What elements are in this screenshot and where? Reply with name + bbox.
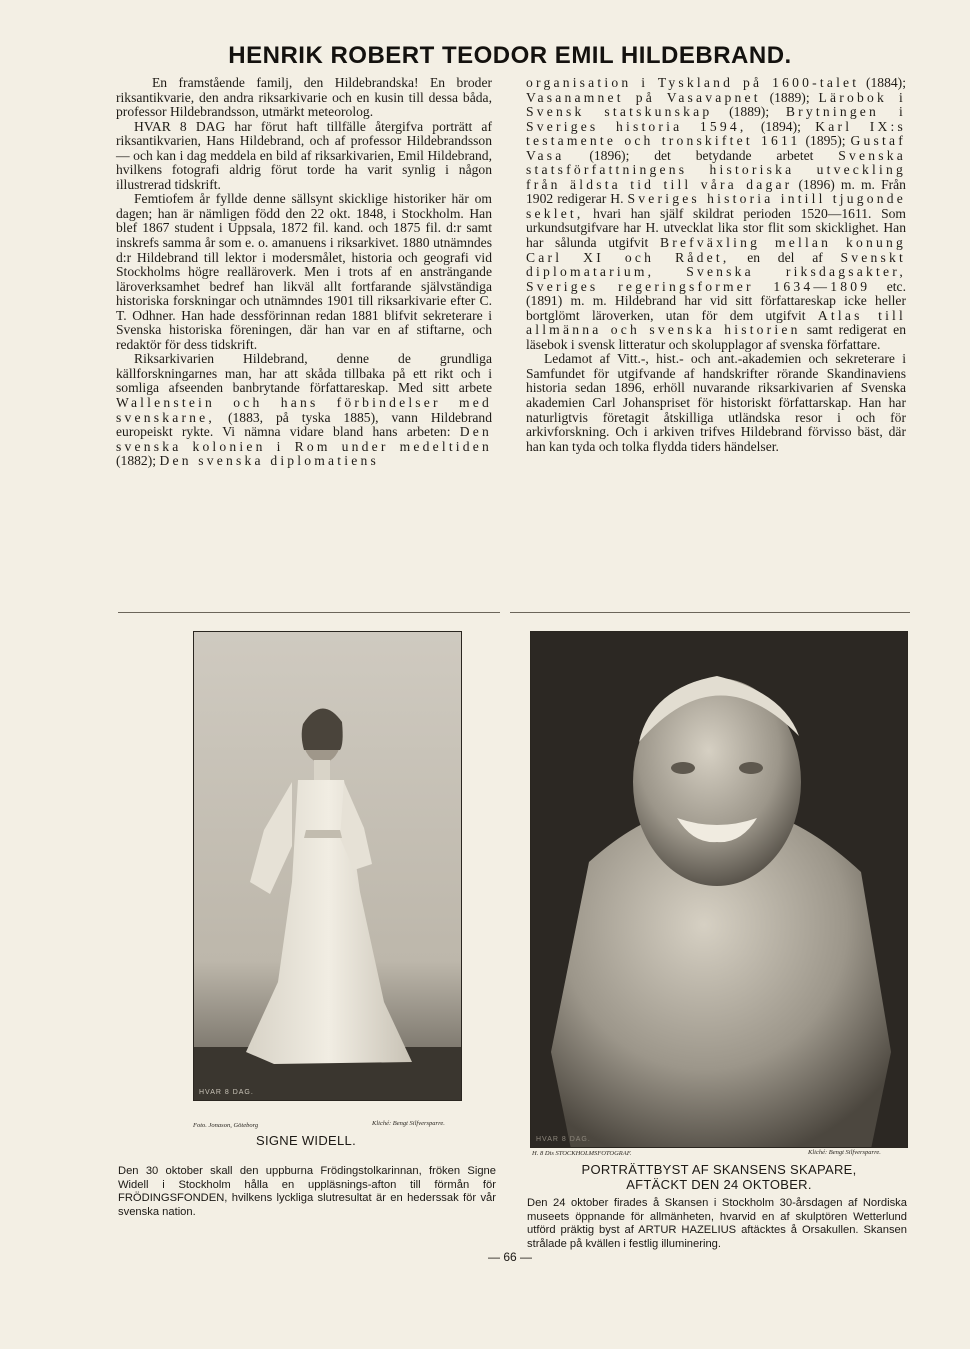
text: hvari han själf skildrat perioden 1520—1611. Som urkundsutgifvare har H. utvecklat lika stor flit som skicklighet. Han har sålunda utgifvit: [526, 205, 907, 251]
figure-caption-body: Den 24 oktober firades å Skansen i Stockholm 30-årsdagen af Nordiska museets öppnande för allmänheten, hvarvid en af skulptören Wetterlund utförd präktig byst af ARTUR HAZELIUS aftäcktes å Orsakullen. Skansen strålade på kvällen i festlig illuminering.: [527, 1197, 907, 1251]
text: (1894);: [760, 118, 801, 134]
text: (1896) m. m. Från 1902 redigerar H.: [526, 176, 906, 207]
work-title: Den svenska diplomatiens: [159, 453, 379, 469]
work-title: Gustaf Vasa: [526, 133, 906, 163]
paragraph: [526, 76, 906, 352]
text: (1882);: [116, 453, 157, 469]
left-text-column: [116, 76, 492, 469]
work-title: organisation i Tyskland på 1600-talet: [526, 75, 860, 90]
text: samt redigerat en läsebok i svensk litteratur och skolupplagor af svenska författare.: [526, 322, 906, 352]
work-title: Vasanamnet på Vasavapnet: [526, 89, 761, 105]
photo-watermark: HVAR 8 DAG.: [199, 1089, 254, 1096]
paragraph: [116, 352, 492, 468]
text: (1884);: [865, 75, 906, 90]
paragraph: HVAR 8 DAG har förut haft tillfälle återgifva porträtt af riksantikvarien, Hans Hildebrand, och af professor Hildebrandsson — och kan i dag meddela en bild af riksarkivarien, Emil Hildebrand, hvilkens fotografi aldrig förut torde ha varit synlig i någon illustrerad tidskrift.: [116, 118, 492, 192]
caption-title-line: AFTÄCKT DEN 24 OKTOBER.: [626, 1177, 812, 1192]
work-title: Atlas till allmänna och svenska historien: [526, 307, 906, 338]
work-title: Brefväxling mellan konung Carl XI och Rådet,: [526, 235, 907, 265]
paragraph: Ledamot af Vitt.-, hist.- och ant.-akademien och sekreterare i Samfundet för utgifvande af handskrifter rörande Skandinaviens historia sedan 1896, erhöll nuvarande riksarkivarien af Svenska akademien Carl Johanspriset för historiskt författarskap. Han har naturligtvis företagit åtskilliga utländska resor i och för arkivforskning. Och i arkiven trifves Hildebrand förvisso bäst, där han kan tyda och tolka flydda tiders händelser.: [526, 351, 906, 454]
text: en del af: [747, 249, 823, 265]
photo-credit: Foto. Jonason, Göteborg: [193, 1122, 259, 1129]
photo-credit: H. 8 Dis STOCKHOLMSFOTOGRAF.: [532, 1150, 632, 1157]
intro-paragraph: En framstående familj, den Hildebrandska! En broder riksantikvarie, den andra riksarkivarie och en kusin till dessa båda, professor Hildebrandsson, utmärkt meteorolog.: [116, 75, 492, 120]
paragraph: Femtiofem år fyllde denne sällsynt skicklige historiker här om dagen; han är nämligen född den 22 okt. 1848, i Stockholm. Han blef 1867 student i Uppsala, 1872 fil. kand. och 1875 fil. d:r samt inskrefs samma år som e. o. amanuens i riksarkivet. 1880 utnämndes d:r Hildebrand till lektor i modersmålet, historia och geografi vid Stockholms högre realläroverk. Men i trots af en ansträngande läroverksamhet bedref han likväl allt fortfarande självständiga historiska forskningar och utnämndes 1901 till riksarkivarie efter C. T. Odhner. Han hade dessförinnan redan 1881 blifvit sekreterare i Svenska historiska föreningen, där han var en af stiftarne, och redaktör för dess tidskrift.: [116, 191, 492, 352]
cliche-credit: Kliché: Bengt Silfversparre.: [808, 1149, 881, 1156]
work-title: Karl IX:s testamente och tronskiftet 1611: [526, 118, 907, 149]
text: (1889);: [729, 104, 770, 120]
signe-widell-illustration: [194, 632, 462, 1101]
text: Riksarkivarien Hildebrand, denne de grundliga källforskningarnes man, har att skåda tillbaka på ett rikt och i somliga afseenden banbrytande författareskap. Med sitt arbete: [116, 351, 492, 396]
work-title: Svenskt diplomatarium, Svenska riksdagsakter, Sveriges regeringsformer 1634—1809: [526, 249, 906, 294]
text: (1883, på tyska 1885), vann Hildebrand europeiskt rykte. Vi nämna vidare bland hans arbeten:: [116, 409, 492, 440]
text: etc. (1891) m. m. Hildebrand har vid sitt författareskap icke heller bortglömt läroverken, utan för dem utgifvit: [526, 278, 906, 323]
figure-caption-body: Den 30 oktober skall den uppburna Frödingstolkarinnan, fröken Signe Widell i Stockholm hålla en uppläsnings-afton till förmån för FRÖDINGSFONDEN, hvilkens lyckliga slutresultat är en hederssak för vår svenska nation.: [118, 1165, 496, 1219]
figure-caption-title: [530, 1162, 908, 1192]
cliche-credit: Kliché: Bengt Silfversparre.: [372, 1120, 445, 1127]
figure-caption-title: SIGNE WIDELL.: [256, 1133, 356, 1148]
work-title: Svenska statsförfattningens historiska utveckling från äldsta tid till våra dagar: [526, 147, 906, 192]
text: (1896); det betydande arbetet: [589, 147, 814, 163]
work-title: Wallenstein och hans förbindelser med svenskarne,: [116, 395, 492, 425]
caption-title-line: PORTRÄTTBYST AF SKANSENS SKAPARE,: [581, 1162, 857, 1177]
page-number: — 66 —: [487, 1250, 532, 1264]
signe-widell-photo: [193, 631, 462, 1101]
work-title: Brytningen i Sveriges historia 1594,: [526, 104, 906, 134]
work-title: Den svenska kolonien i Rom under medeltiden: [116, 424, 492, 454]
hazelius-bust-photo: [530, 631, 908, 1148]
text: (1895);: [805, 133, 846, 149]
photo-watermark: HVAR 8 DAG.: [536, 1136, 591, 1143]
divider: [510, 612, 910, 613]
bust-illustration: [531, 632, 908, 1148]
work-title: Sveriges historia intill tjugonde seklet,: [526, 191, 906, 221]
text: (1889);: [769, 89, 810, 105]
right-text-column: [526, 76, 906, 454]
article-headline: HENRIK ROBERT TEODOR EMIL HILDEBRAND.: [228, 42, 792, 69]
work-title: Lärobok i Svensk statskunskap: [526, 89, 906, 120]
divider: [118, 612, 500, 613]
